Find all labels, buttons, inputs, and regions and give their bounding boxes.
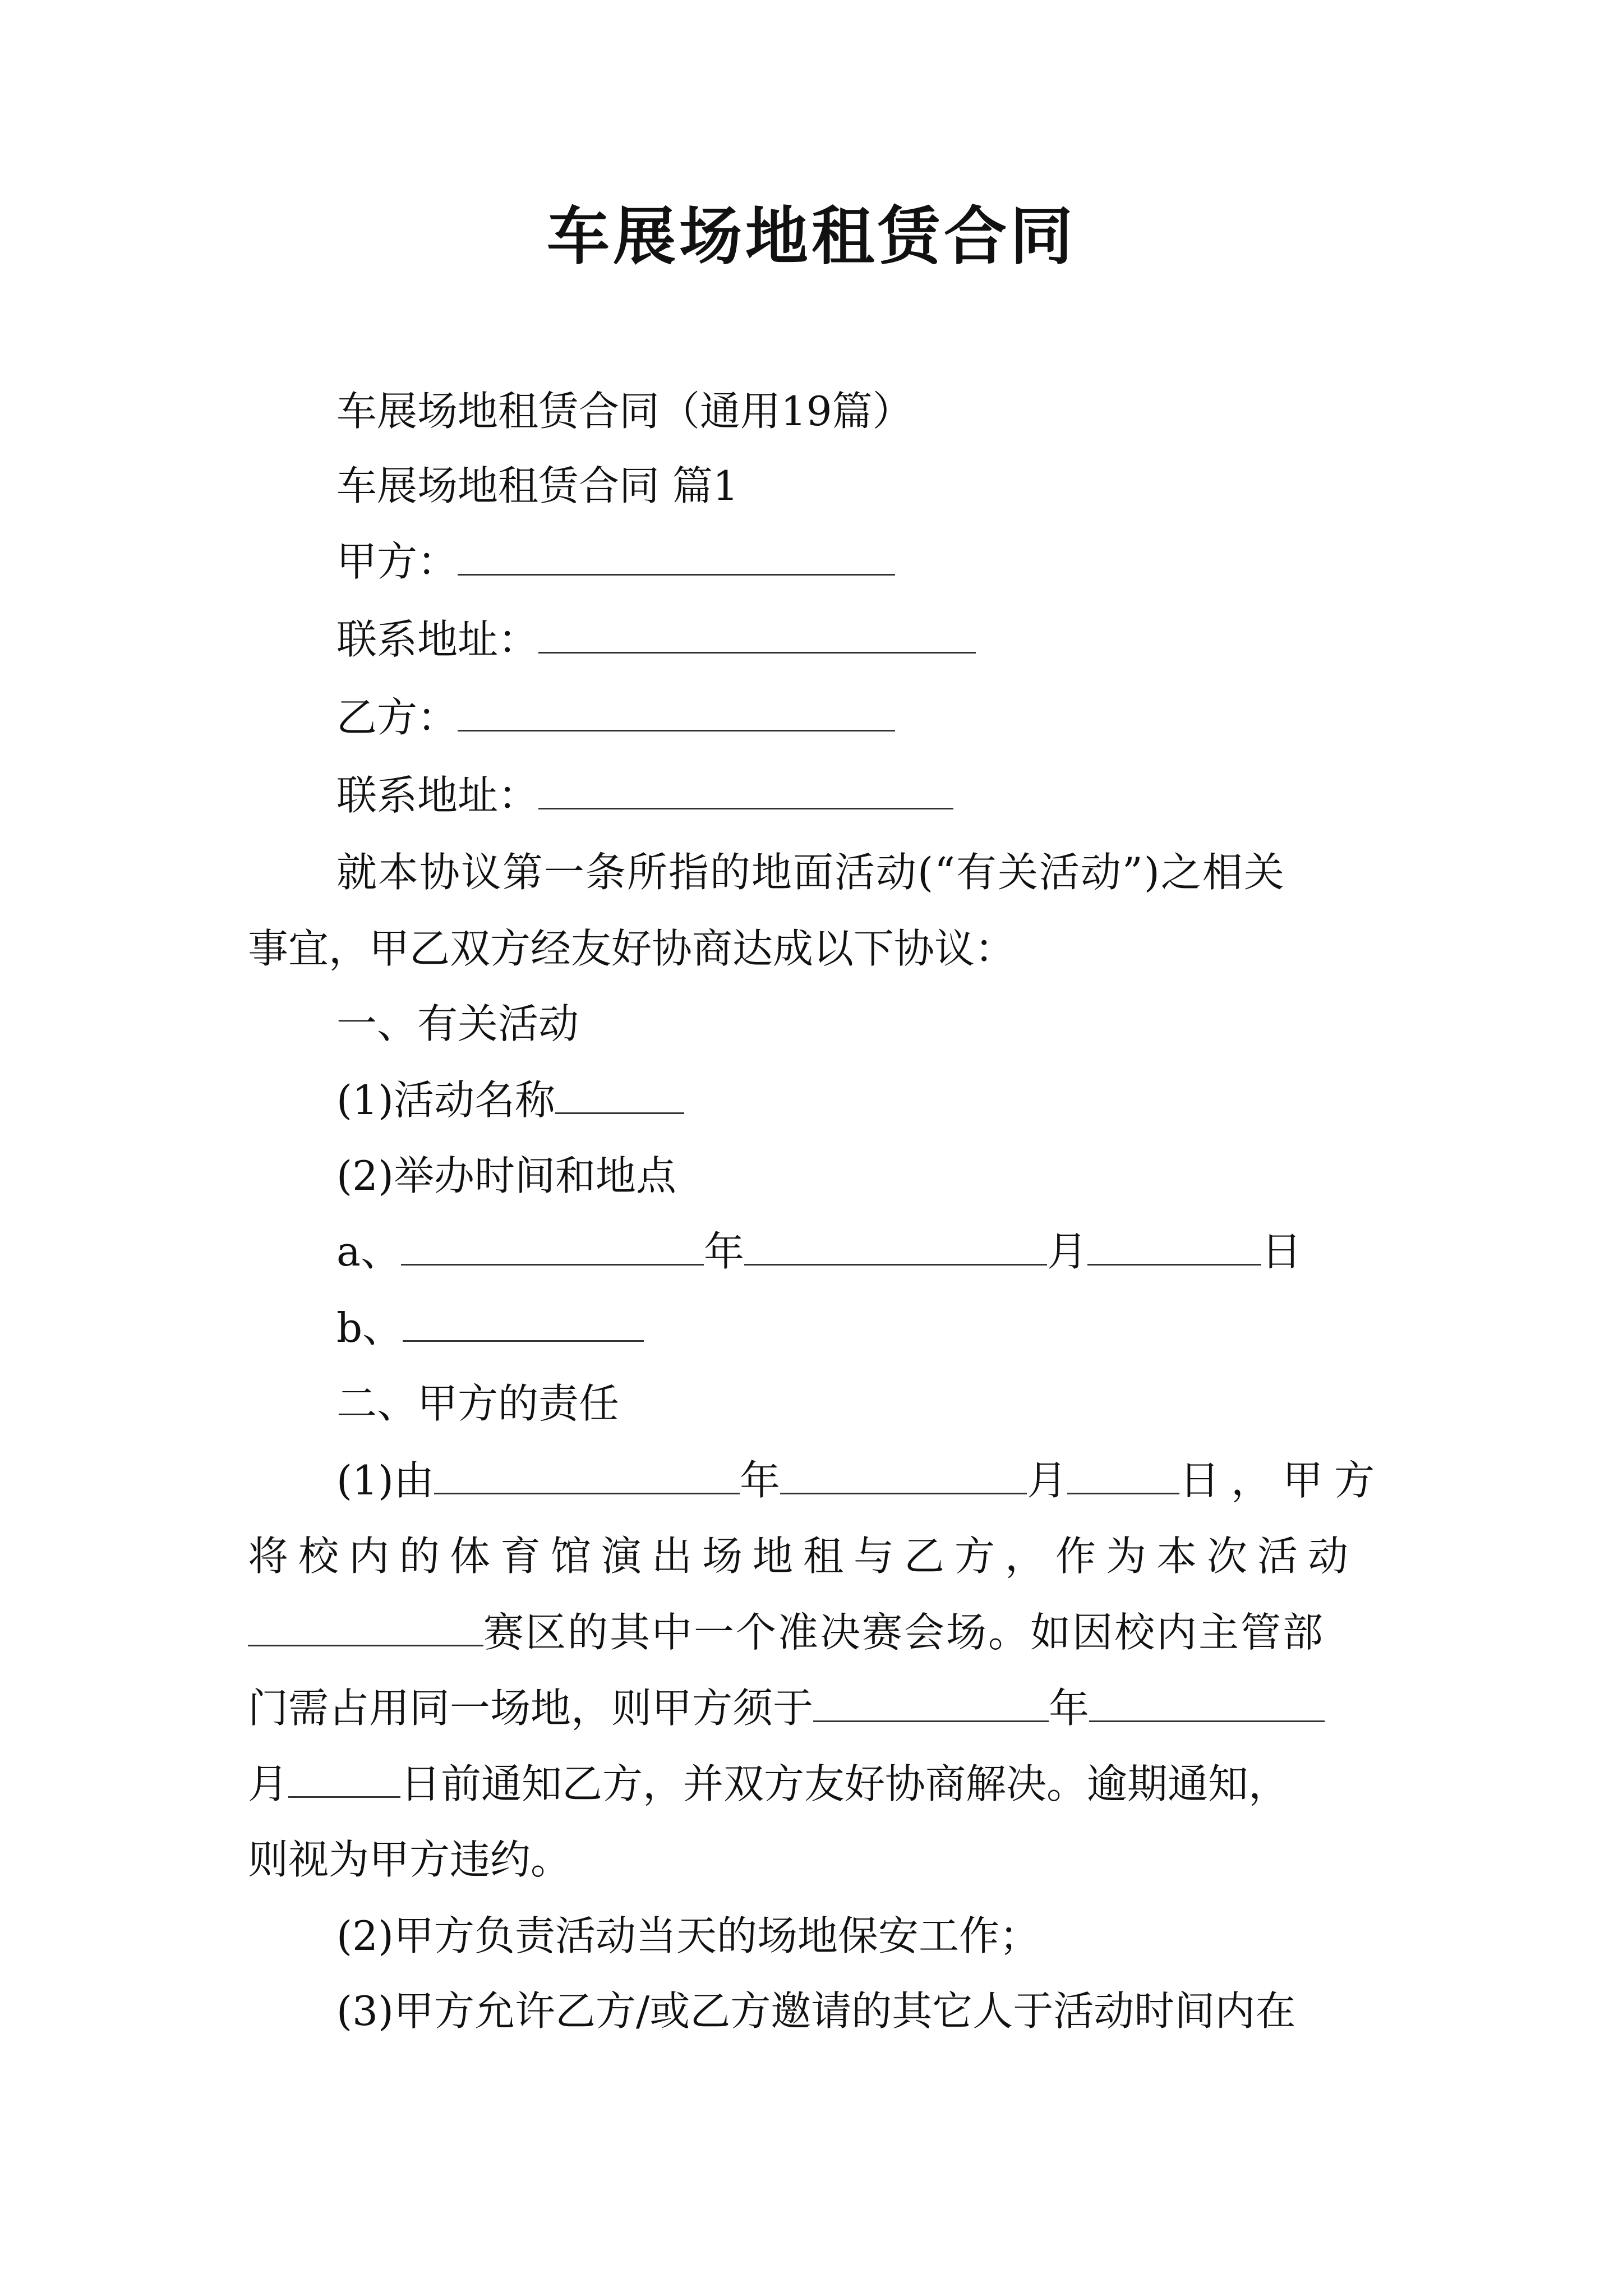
p1-line-5 [248,1753,1289,1815]
party-b-blank [458,691,895,731]
p1-end: 日，甲方 [1179,1457,1386,1504]
subtitle: 车展场地租赁合同（通用19篇） [336,388,913,435]
section-heading: 车展场地租赁合同 篇1 [336,462,739,509]
activity-name-label: (1)活动名称 [336,1076,555,1124]
p1-year-blank [434,1453,740,1494]
party-b-label: 乙方： [336,694,458,741]
document-title: 车展场地租赁合同 [547,200,1076,273]
a-day-blank [1087,1225,1261,1266]
p1-line-3-text: 赛区的其中一个准决赛会场。如因校内主管部 [483,1609,1325,1656]
activity-name-blank [555,1073,684,1114]
a-year-blank [401,1225,704,1266]
p1-month-blank [780,1453,1027,1494]
address-b-line [336,765,953,826]
p1-notify-month-blank [1089,1681,1325,1722]
party-a-line [336,531,895,592]
p1-month-label: 月 [1027,1457,1068,1504]
b-blank [403,1301,644,1342]
p1-zone-blank [248,1605,483,1646]
a-prefix: a、 [336,1228,401,1275]
p1-notify-month-label: 月 [248,1760,289,1807]
heading-activities: 一、有关活动 [336,1000,579,1047]
a-month-blank [744,1225,1047,1266]
p2-line: (2)甲方负责活动当天的场地保安工作； [336,1912,1040,1959]
p1-line-2: 将校内的体育馆演出场地租与乙方，作为本次活动 [248,1533,1359,1580]
p1-line-3 [248,1602,1325,1663]
party-b-line [336,687,895,748]
p3-line: (3)甲方允许乙方/或乙方邀请的其它人于活动时间内在 [336,1987,1296,2035]
a-year-label: 年 [703,1228,744,1275]
p1-notify-year-blank [813,1681,1049,1722]
address-a-blank [538,613,976,654]
activity-name-line [336,1069,684,1131]
party-a-blank [458,535,895,576]
p1-day-blank [1067,1453,1179,1494]
address-b-blank [538,769,953,809]
b-prefix: b、 [336,1304,403,1351]
heading-party-a-duties: 二、甲方的责任 [336,1380,620,1427]
p1-line-6: 则视为甲方违约。 [248,1836,571,1883]
intro-line-1: 就本协议第一条所指的地面活动(“有关活动”)之相关 [336,849,1285,896]
place-line-b [336,1297,644,1359]
p1-line-4-text: 门需占用同一场地，则甲方须于 [248,1685,814,1732]
a-month-label: 月 [1046,1228,1087,1275]
time-place-line: (2)举办时间和地点 [336,1152,676,1199]
p1-year-label: 年 [740,1457,781,1504]
p1-line-1 [336,1450,1386,1511]
p1-notify-year-label: 年 [1049,1685,1090,1732]
a-day-label: 日 [1261,1228,1302,1275]
party-a-label: 甲方： [336,538,458,585]
address-a-label: 联系地址： [336,616,539,663]
address-a-line [336,609,976,670]
p1-line-4 [248,1677,1325,1739]
p1-line-5-text: 日前通知乙方，并双方友好协商解决。逾期通知， [400,1760,1289,1807]
date-line-a [336,1221,1302,1282]
p1-notify-day-blank [288,1757,400,1798]
address-b-label: 联系地址： [336,772,539,819]
intro-line-2: 事宜，甲乙双方经友好协商达成以下协议： [248,925,1016,972]
p1-start: (1)由 [336,1457,434,1504]
